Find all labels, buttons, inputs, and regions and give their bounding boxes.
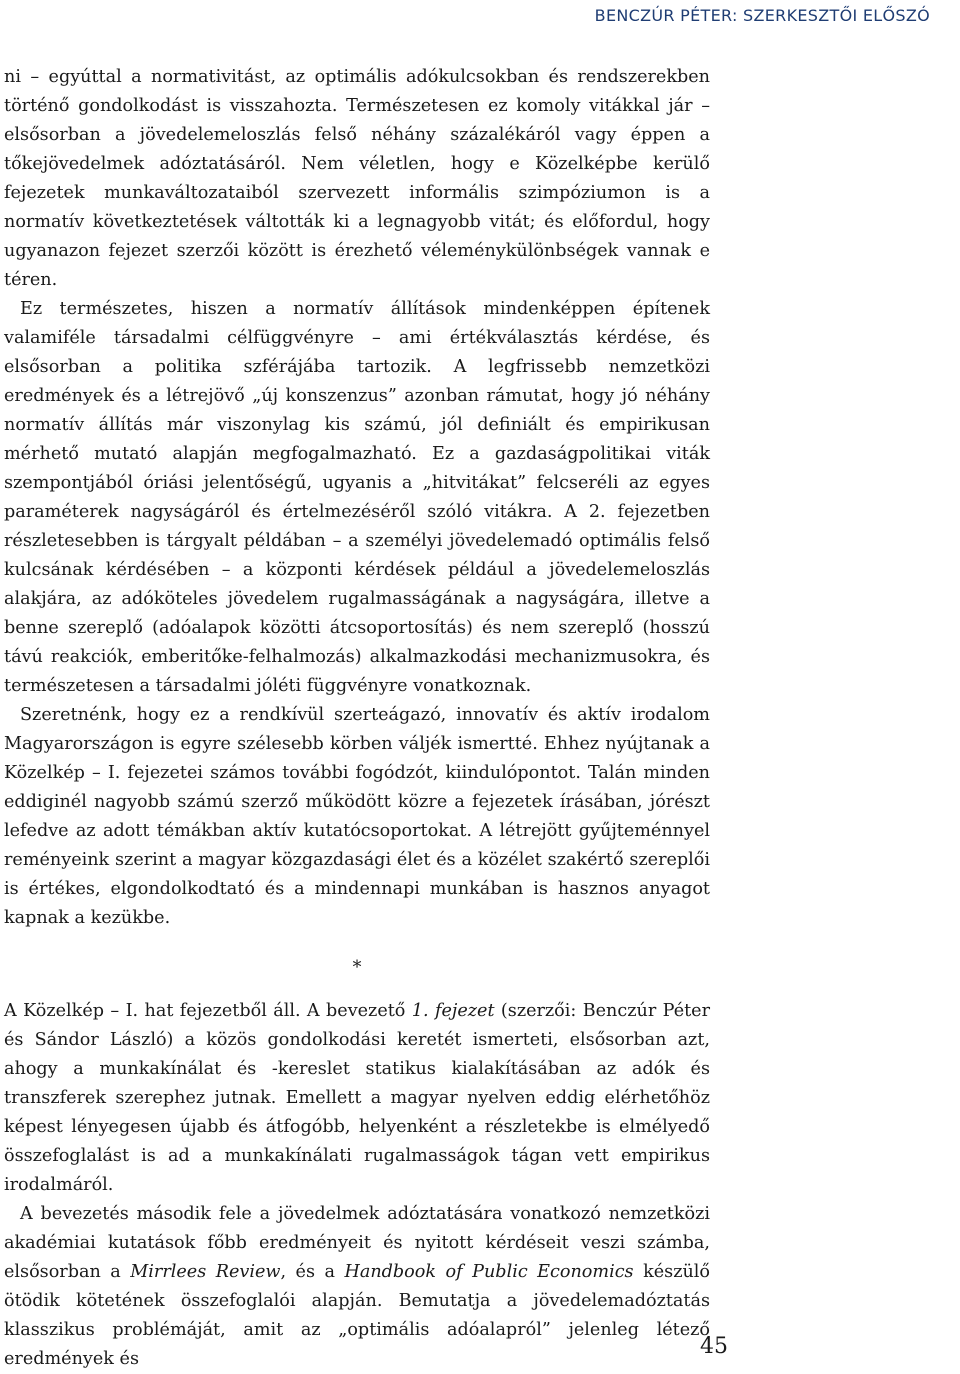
paragraph-2: Ez természetes, hiszen a normatív állítások mindenképpen építenek valamiféle társadalmi célfüggvényre – ami értékválasztás kérdése, és elsősorban a politika szférájába tartozik. A legfrissebb nemzetközi eredmények és a létrejövő „új konszenzus” azonban rámutat, hogy jó néhány normatív állítás már viszonylag kis számú, jól definiált és empirikusan mérhető mutató alapján megfogalmazható. Ez a gazdaságpolitikai viták szempontjából óriási jelentőségű, ugyanis a „hitvitákat” felcseréli az egyes paraméterek nagyságáról és értelmezéséről szóló vitákra. A 2. fejezetben részletesebben is tárgyalt példában – a személyi jövedelemadó optimális felső kulcsának kérdésében – a központi kérdések például a jövedelemeloszlás alakjára, az adóköteles jövedelem rugalmasságának a nagyságára, illetve a benne szereplő (adóalapok közötti átcsoportosítás) és nem szereplő (hosszú távú reakciók, emberitőke-felhalmozás) alkalmazkodási mechanizmusokra, és természetesen a társadalmi jóléti függvényre vonatkoznak.: [4, 299, 710, 696]
chapter-reference: 1. fejezet: [411, 1001, 495, 1021]
running-head-author: BENCZÚR PÉTER: [594, 6, 732, 25]
paragraph-3: Szeretnénk, hogy ez a rendkívül szerteágazó, innovatív és aktív irodalom Magyarországon is egyre szélesebb körben váljék ismertté. Ehhez nyújtanak a Közelkép – I. fejezetei számos további fogódzót, kiindulópontot. Talán minden eddiginél nagyobb számú szerző működött közre a fejezetek írásában, jórészt lefedve az adott témákban aktív kutatócsoportokat. A létrejött gyűjteménnyel reményeink szerint a magyar közgazdasági élet és a közélet szakértő szereplői is értékes, elgondolkodtató és a mindennapi munkában is hasznos anyagot kapnak a kezükbe.: [4, 705, 710, 928]
paragraph-5-text-c: készülő ötödik kötetének összefoglalói alapján. Bemutatja a jövedelemadóztatás klasszikus problémáját, amit az „optimális adóalapról” jelenleg létező eredmények és: [4, 1262, 711, 1369]
paragraph-4: [4, 997, 710, 1200]
paragraph-5-text-a: A bevezetés második fele a jövedelmek adóztatására vonatkozó nemzetközi akadémiai kutatások főbb eredményeit és nyitott kérdéseit veszi számba, elsősorban a: [4, 1204, 710, 1282]
paragraph-5: [4, 1200, 710, 1374]
paragraph-1: ni – egyúttal a normativitást, az optimális adókulcsokban és rendszerekben történő gondolkodást is visszahozta. Természetesen ez komoly vitákkal jár – elsősorban a jövedelemeloszlás felső néhány százalékáról vagy éppen a tőkejövedelmek adóztatásáról. Nem véletlen, hogy e Közelképbe kerülő fejezetek munkaváltozataiból szervezett informális szimpóziumon is a normatív következtetések váltották ki a legnagyobb vitát; és előfordul, hogy ugyanazon fejezet szerzői között is érezhető véleménykülönbségek vannak e téren.: [4, 67, 710, 290]
paragraph-4-text-b: (szerzői: Benczúr Péter és Sándor László) a közös gondolkodási keretét ismerteti, elsősorban azt, ahogy a munkakínálat és -kereslet statikus kialakításában az adók és transzferek szerephez jutnak. Emellett a magyar nyelven eddig elérhetőhöz képest lényegesen újabb és átfogóbb, helyenként a részletekbe is elmélyedő összefoglalást is ad a munkakínálati rugalmasságok tágan vett empirikus irodalmáról.: [4, 1001, 710, 1195]
page-number: 45: [700, 1334, 728, 1359]
handbook-title: Handbook of Public Economics: [344, 1262, 634, 1282]
section-separator: *: [352, 958, 362, 978]
running-head-title: SZERKESZTŐI ELŐSZÓ: [743, 6, 930, 25]
paragraph-4-text-a: A Közelkép – I. hat fejezetből áll. A bevezető: [4, 1001, 412, 1021]
mirrlees-review-title: Mirrlees Review: [130, 1262, 281, 1282]
running-head-separator: :: [731, 6, 744, 25]
paragraph-5-text-b: , és a: [280, 1262, 345, 1282]
running-head: [595, 6, 930, 25]
body-text: [4, 63, 710, 1374]
